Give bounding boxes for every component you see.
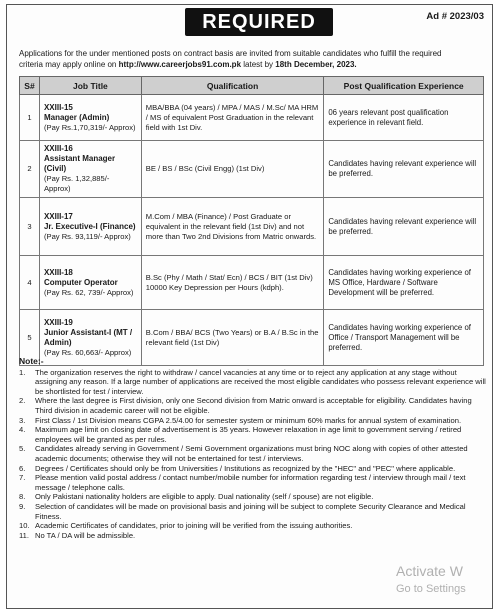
note-item	[19, 368, 487, 397]
qualification-cell: MBA/BBA (04 years) / MPA / MAS / M.Sc/ MA HRM / MS of equivalent Post Graduation in the relevant field with 1st Div.	[141, 95, 324, 141]
job-title-cell	[39, 95, 141, 141]
note-text: Degrees / Certificates should only be from Universities / Institutions as recognized by the "HEC" and "PEC" where applicable.	[35, 463, 456, 473]
experience-cell: Candidates having working experience of Office / Transport Management will be preferred.	[324, 310, 484, 366]
note-item	[19, 396, 487, 415]
header-qualification: Qualification	[141, 77, 324, 95]
intro-mid: latest by	[241, 60, 276, 69]
note-text: Please mention valid postal address / contact number/mobile number for information regarding test / interview through mail / text message / telephone calls.	[35, 473, 466, 492]
note-number: 6.	[19, 463, 26, 473]
job-pay: (Pay Rs. 60,663/- Approx)	[43, 347, 132, 357]
table-header-row	[20, 77, 484, 95]
job-code: XXIII-19	[43, 317, 73, 327]
note-number: 3.	[19, 415, 26, 425]
note-item	[19, 502, 487, 521]
notes-section	[19, 357, 487, 540]
note-number: 7.	[19, 473, 26, 483]
note-item	[19, 473, 487, 492]
job-title-cell	[39, 141, 141, 198]
note-item	[19, 425, 487, 444]
note-number: 1.	[19, 367, 26, 377]
row-sno: 4	[20, 256, 40, 310]
note-number: 2.	[19, 396, 26, 406]
intro-line-2	[19, 59, 484, 70]
note-text: Selection of candidates will be made on provisional basis and joining will be subject to complete Security Clearance and Medical Fitness.	[35, 501, 466, 521]
job-code: XXIII-18	[43, 267, 73, 277]
note-text: First Class / 1st Division means CGPA 2.5/4.00 for semester system or minimum 60% marks for annual system of examination.	[35, 415, 462, 425]
posts-table	[19, 76, 484, 366]
row-sno: 3	[20, 198, 40, 256]
intro-line-1: Applications for the under mentioned posts on contract basis are invited from suitable candidates who fulfill the required	[19, 49, 442, 58]
note-number: 9.	[19, 501, 26, 511]
note-text: Academic Certificates of candidates, prior to joining will be verified from the issuing authorities.	[35, 521, 353, 531]
note-item	[19, 531, 487, 541]
qualification-cell: M.Com / MBA (Finance) / Post Graduate or equivalent in the relevant field (1st Div) and not more than Two 2nd Divisions from Matric onwards.	[141, 198, 324, 256]
note-number: 5.	[19, 444, 26, 454]
experience-cell: Candidates having relevant experience will be preferred.	[324, 198, 484, 256]
table-row	[20, 95, 484, 141]
note-text: No TA / DA will be admissible.	[35, 530, 136, 540]
row-sno: 5	[20, 310, 40, 366]
header-sno: S#	[20, 77, 40, 95]
activate-subtitle[interactable]: Go to Settings	[396, 583, 466, 595]
experience-cell: Candidates having relevant experience will be preferred.	[324, 141, 484, 198]
activate-title: Activate W	[396, 563, 463, 579]
advertisement-page	[6, 4, 493, 609]
qualification-cell: BE / BS / BSc (Civil Engg) (1st Div)	[141, 141, 324, 198]
job-title-cell	[39, 256, 141, 310]
note-text: The organization reserves the right to withdraw / cancel vacancies at any time or to reject any application at any stage without assigning any reason. If a large number of applications are received the most eligible candidates who possess relevant experience will be shortlisted for test / interview.	[35, 367, 486, 396]
job-code: XXIII-15	[43, 102, 73, 112]
table-row	[20, 141, 484, 198]
header-experience: Post Qualification Experience	[324, 77, 484, 95]
closing-date: 18th December, 2023.	[275, 60, 357, 69]
note-item	[19, 521, 487, 531]
experience-cell: Candidates having working experience of MS Office, Hardware / Software Development will be preferred.	[324, 256, 484, 310]
note-item	[19, 492, 487, 502]
table-row	[20, 256, 484, 310]
activate-windows-watermark	[396, 562, 466, 598]
job-code: XXIII-17	[43, 211, 73, 221]
note-number: 11.	[19, 530, 29, 540]
job-name: Manager (Admin)	[43, 112, 110, 122]
note-number: 8.	[19, 492, 26, 502]
experience-cell: 06 years relevant post qualification experience in relevant field.	[324, 95, 484, 141]
note-item	[19, 464, 487, 474]
job-pay: (Pay Rs. 62, 739/- Approx)	[43, 287, 134, 297]
ad-header	[7, 5, 492, 41]
ad-number: Ad # 2023/03	[426, 11, 484, 22]
row-sno: 1	[20, 95, 40, 141]
qualification-cell: B.Sc (Phy / Math / Stat/ Ecn) / BCS / BIT (1st Div) 10000 Key Depression per Hours (kdph).	[141, 256, 324, 310]
note-number: 4.	[19, 425, 26, 435]
qualification-cell: B.Com / BBA/ BCS (Two Years) or B.A / B.Sc in the relevant field (1st Div)	[141, 310, 324, 366]
job-pay: (Pay Rs. 93,119/- Approx)	[43, 231, 131, 241]
note-item	[19, 444, 487, 463]
row-sno: 2	[20, 141, 40, 198]
job-pay: (Pay Rs.1,70,319/- Approx)	[43, 122, 136, 132]
job-pay: (Pay Rs. 1,32,885/- Approx)	[43, 174, 110, 193]
notes-heading: Note:-	[19, 356, 44, 366]
note-text: Where the last degree is First division, only one Second division from Matric onward is acceptable for eligibility. Candidates having Third division in academic career will not be eligible.	[35, 396, 472, 415]
note-number: 10.	[19, 521, 30, 531]
note-text: Maximum age limit on closing date of advertisement is 35 years. However relaxation in age limit to government serving / retired employees will be granted as per rules.	[35, 425, 462, 444]
note-text: Candidates already serving in Government / Semi Government organizations must bring NOC along with copies of other attested academic documents; otherwise they will not be entertained for test / interviews.	[35, 444, 468, 463]
job-name: Jr. Executive-I (Finance)	[43, 221, 136, 231]
job-name: Junior Assistant-I (MT / Admin)	[43, 327, 133, 347]
apply-url-link[interactable]: http://www.careerjobs91.com.pk	[118, 60, 242, 69]
intro-prefix: criteria may apply online on	[19, 60, 119, 69]
header-job-title: Job Title	[39, 77, 141, 95]
job-title-cell	[39, 198, 141, 256]
note-text: Only Pakistani nationality holders are eligible to apply. Dual nationality (self / spouse) are not eligible.	[35, 492, 374, 502]
intro-paragraph	[19, 48, 484, 70]
note-item	[19, 416, 487, 426]
job-code: XXIII-16	[43, 144, 73, 153]
table-row	[20, 198, 484, 256]
required-title: REQUIRED	[185, 8, 333, 36]
job-name: Assistant Manager (Civil)	[43, 154, 116, 173]
job-name: Computer Operator	[43, 277, 118, 287]
